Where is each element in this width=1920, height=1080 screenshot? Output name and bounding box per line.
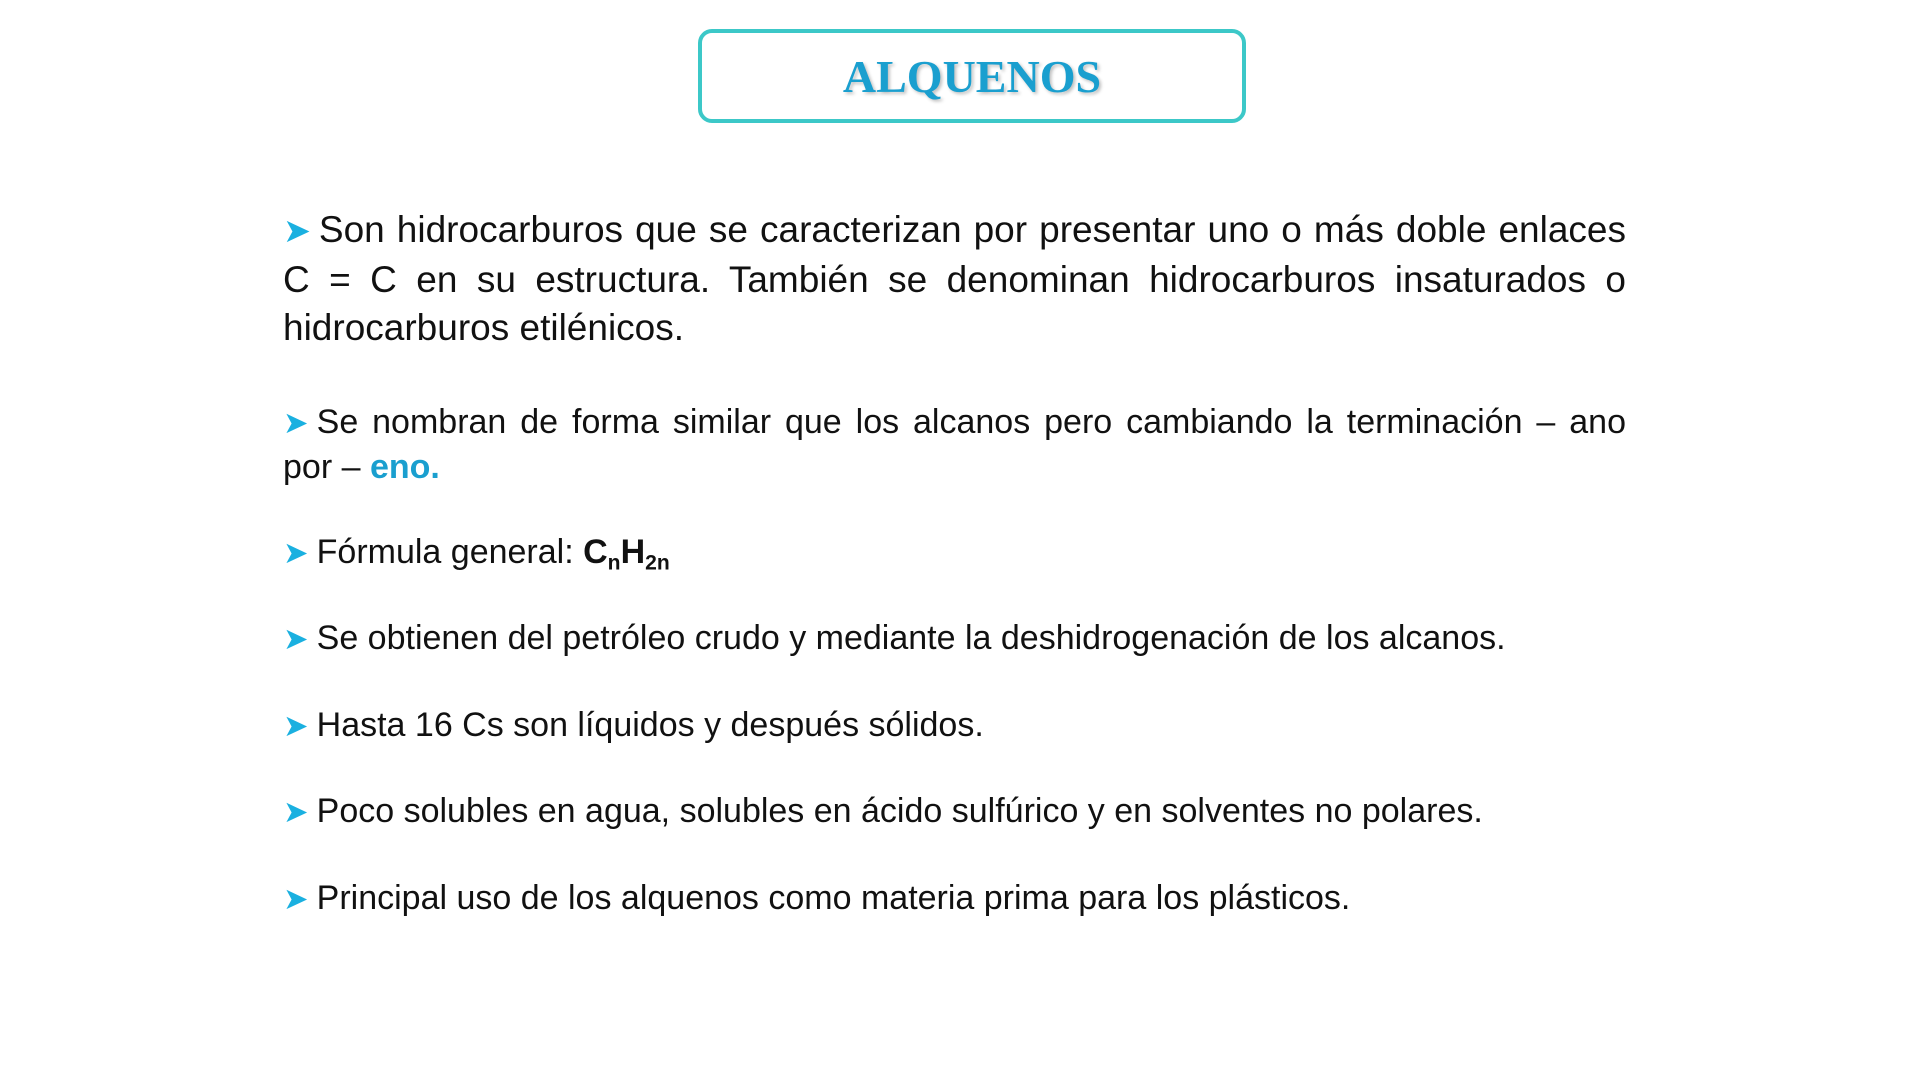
bullet-text: Se nombran de forma similar que los alcanos pero cambiando la terminación – ano por –: [283, 403, 1626, 486]
arrowhead-bullet-icon: ➤: [283, 795, 309, 829]
general-formula: $C_nH_{2n}$: [583, 533, 670, 575]
arrowhead-bullet-icon: ➤: [283, 406, 309, 440]
arrowhead-bullet-icon: ➤: [283, 536, 309, 570]
bullet-point-2: [283, 400, 1626, 489]
bullet-text: Hasta 16 Cs son líquidos y después sólidos.: [316, 706, 984, 744]
arrowhead-bullet-icon: ➤: [283, 709, 309, 743]
slide-title: ALQUENOS: [842, 50, 1102, 102]
bullet-text: Son hidrocarburos que se caracterizan por presentar uno o más doble enlaces C = C en su estructura. También se denominan hidrocarburos insaturados o hidrocarburos etilénicos.: [283, 209, 1626, 348]
bullet-point-7: [283, 876, 1626, 921]
bullet-text: Principal uso de los alquenos como materia prima para los plásticos.: [316, 879, 1351, 917]
bullet-text: Fórmula general:: [316, 533, 584, 571]
bullet-point-6: [283, 789, 1626, 834]
title-box: [698, 29, 1246, 123]
bullet-point-1: [283, 206, 1626, 352]
bullet-point-3: [283, 530, 1626, 585]
suffix-highlight: eno.: [369, 448, 440, 486]
arrowhead-bullet-icon: ➤: [283, 213, 311, 250]
bullet-point-5: [283, 703, 1626, 748]
bullet-text: Se obtienen del petróleo crudo y mediante la deshidrogenación de los alcanos.: [316, 619, 1506, 657]
arrowhead-bullet-icon: ➤: [283, 882, 309, 916]
bullet-point-4: [283, 616, 1626, 661]
bullet-text: Poco solubles en agua, solubles en ácido sulfúrico y en solventes no polares.: [316, 792, 1483, 830]
arrowhead-bullet-icon: ➤: [283, 622, 309, 656]
